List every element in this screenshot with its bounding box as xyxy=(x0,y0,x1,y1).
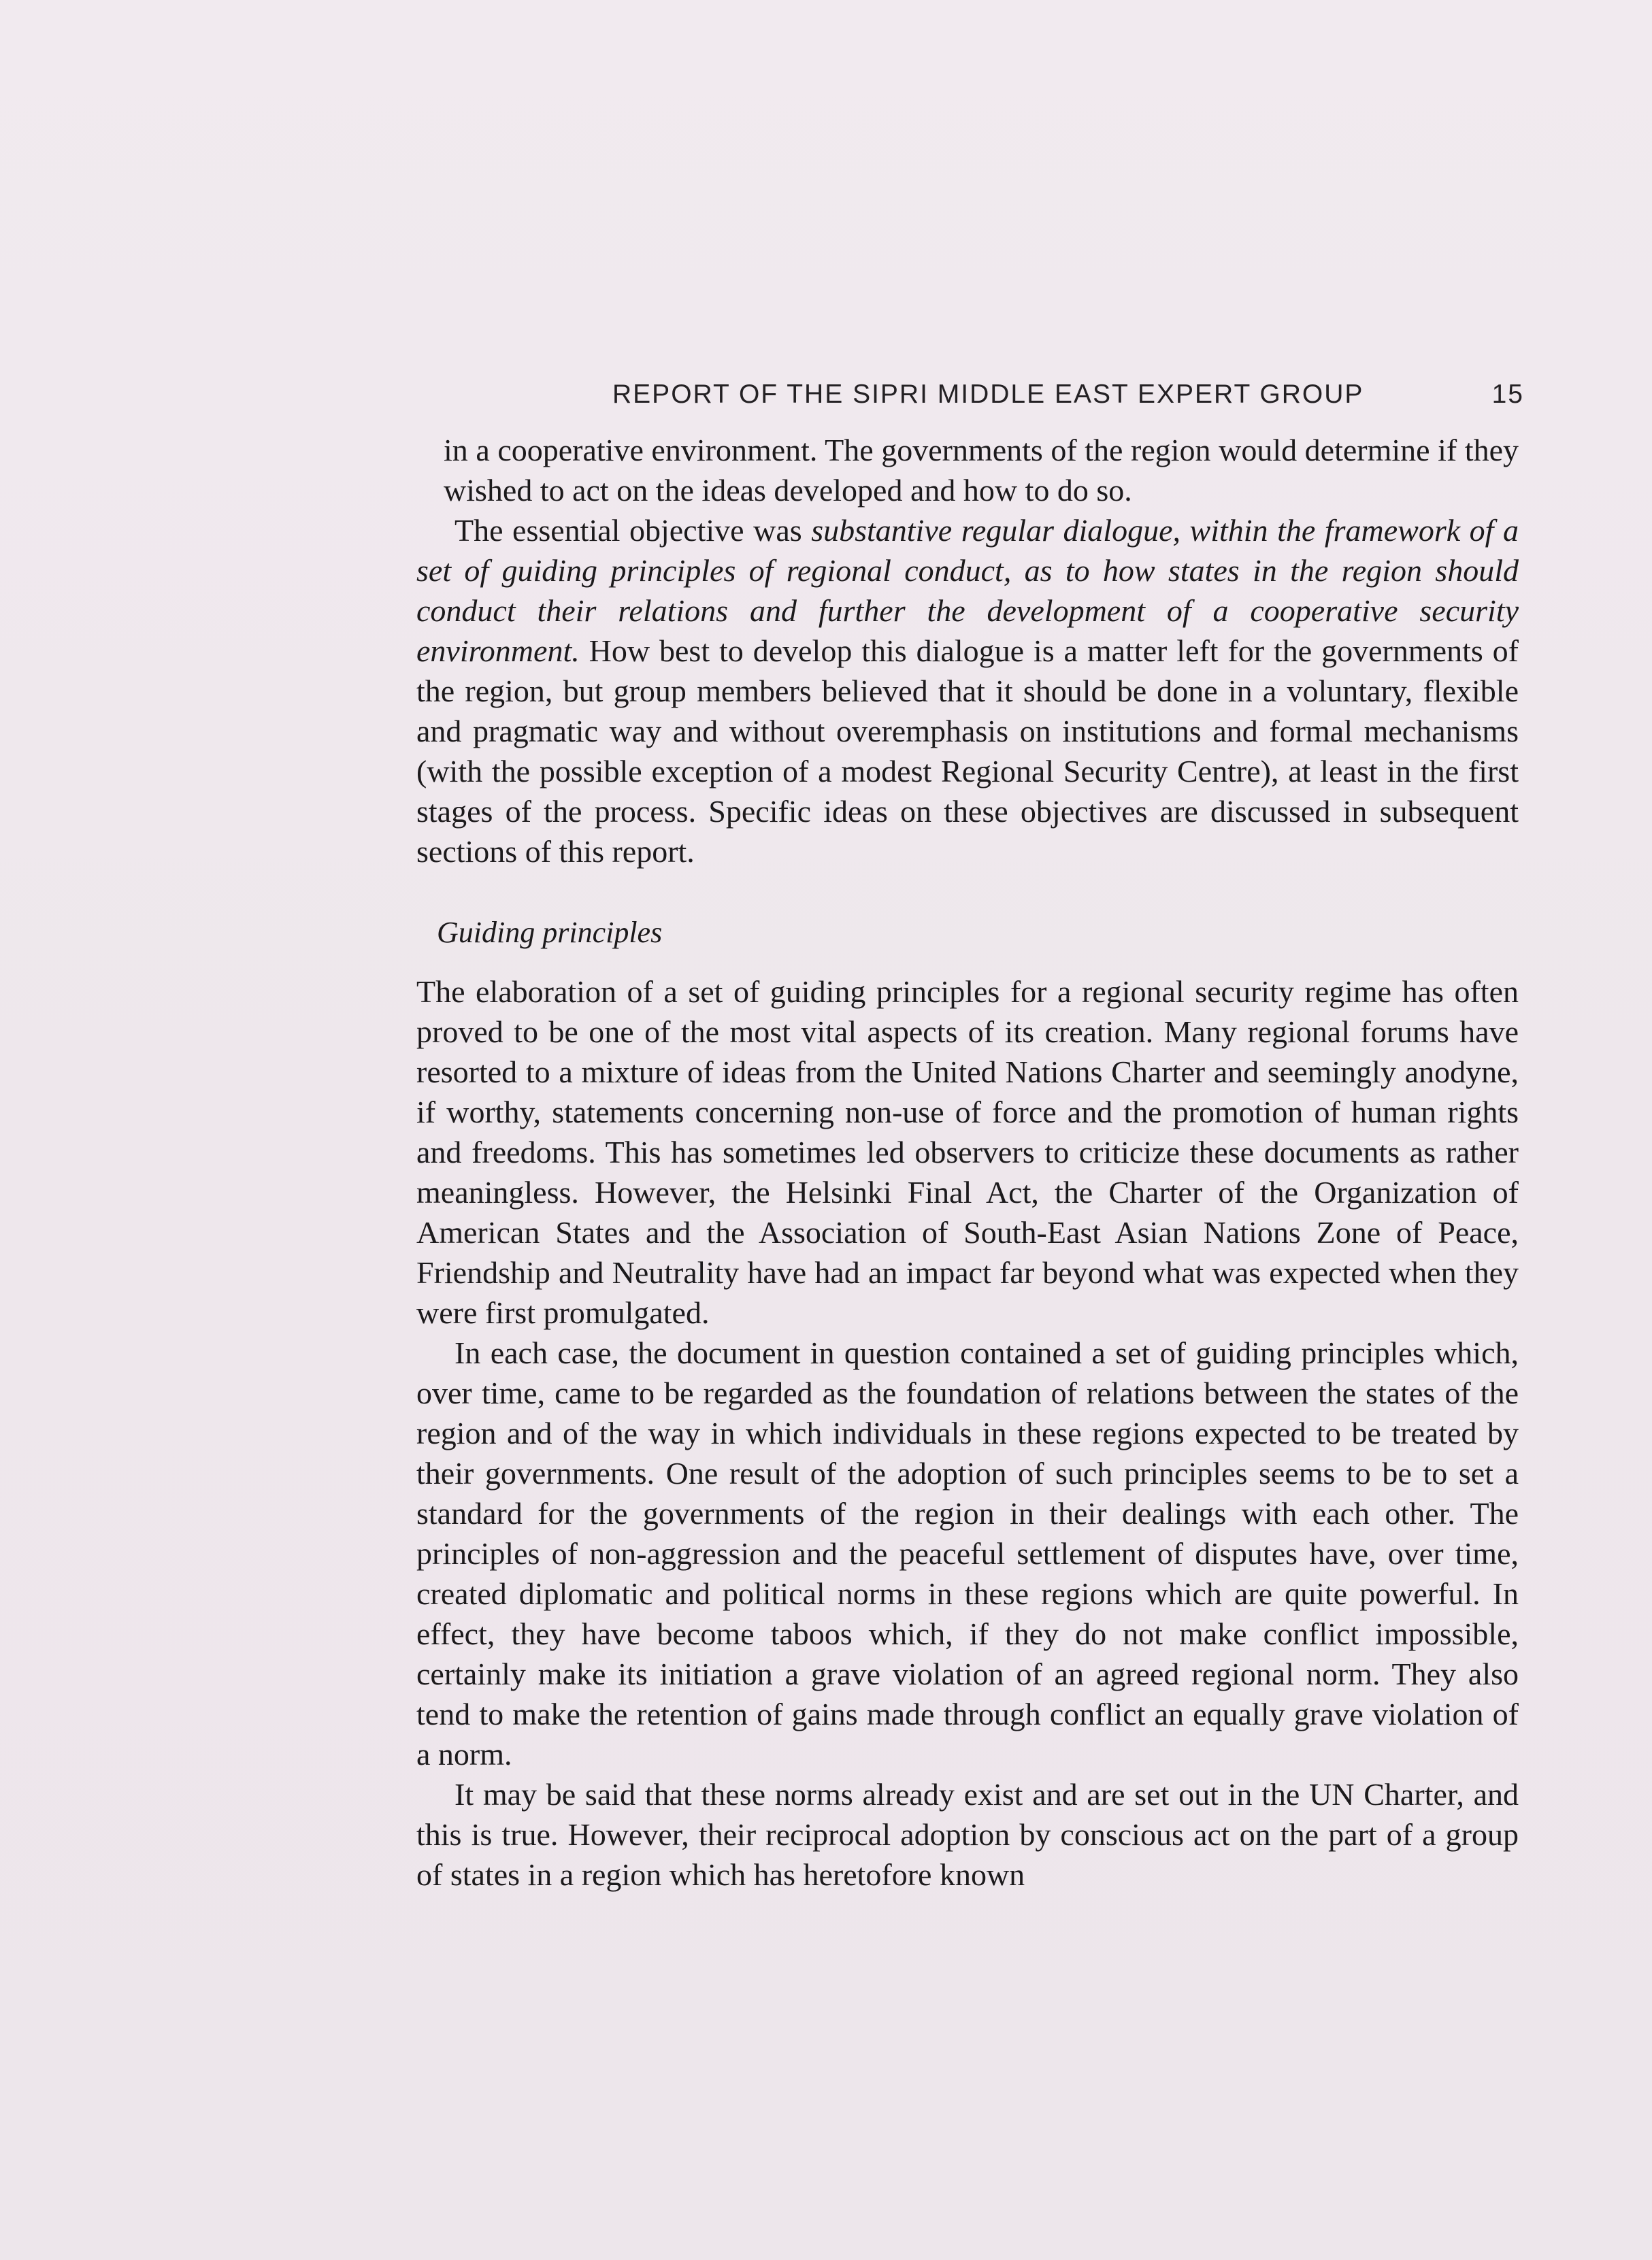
running-head xyxy=(612,380,1524,410)
body-text xyxy=(416,430,1519,1895)
paragraph-continued: in a cooperative environment. The governments of the region would determine if they wished to act on the ideas developed and how to do so. xyxy=(444,433,1519,508)
page-number: 15 xyxy=(1491,380,1524,409)
running-title: REPORT OF THE SIPRI MIDDLE EAST EXPERT GROUP xyxy=(612,380,1364,409)
section-heading: Guiding principles xyxy=(437,916,663,949)
paragraph-norms: It may be said that these norms already exist and are set out in the UN Charter, and this is true. However, their reciprocal adoption by conscious act on the part of a group of states in a region which has heretofore known xyxy=(416,1777,1519,1892)
paragraph-each-case: In each case, the document in question contained a set of guiding principles which, over time, came to be regarded as the foundation of relations between the states of the region and of the way in which individuals in these regions expected to be treated by their governments. One result of the adoption of such principles seems to be to set a standard for the governments of the region in their dealings with each other. The principles of non-aggression and the peaceful settlement of disputes have, over time, created diplomatic and political norms in these regions which are quite powerful. In effect, they have become taboos which, if they do not make conflict impossible, certainly make its initiation a grave violation of an agreed regional norm. They also tend to make the retention of gains made through conflict an equally grave violation of a norm. xyxy=(416,1335,1519,1772)
objective-italic: substantive regular dialogue, within the framework of a set of guiding principles of regional conduct, as to how states in the region should conduct their relations and further the development of a cooperative security environment. xyxy=(416,513,1519,668)
section-spacer xyxy=(416,871,1519,912)
paragraph-objective xyxy=(416,510,1519,871)
paragraph-guiding-principles: The elaboration of a set of guiding principles for a regional security regime has often proved to be one of the most vital aspects of its creation. Many regional forums have resorted to a mixture of ideas from the United Nations Charter and seemingly anodyne, if worthy, statements concerning non-use of force and the promotion of human rights and freedoms. This has sometimes led observers to criticize these documents as rather meaningless. However, the Helsinki Final Act, the Charter of the Organization of American States and the Association of South-East Asian Nations Zone of Peace, Friendship and Neutrality have had an impact far beyond what was expected when they were first promulgated. xyxy=(416,974,1519,1330)
objective-rest: How best to develop this dialogue is a matter left for the governments of the region, but group members believed that it should be done in a voluntary, flexible and pragmatic way and without overemphasis on institutions and formal mechanisms (with the possible exception of a modest Regional Security Centre), at least in the first stages of the process. Specific ideas on these objectives are discussed in subsequent sections of this report. xyxy=(416,633,1519,869)
objective-lead: The essential objective was xyxy=(455,513,812,548)
